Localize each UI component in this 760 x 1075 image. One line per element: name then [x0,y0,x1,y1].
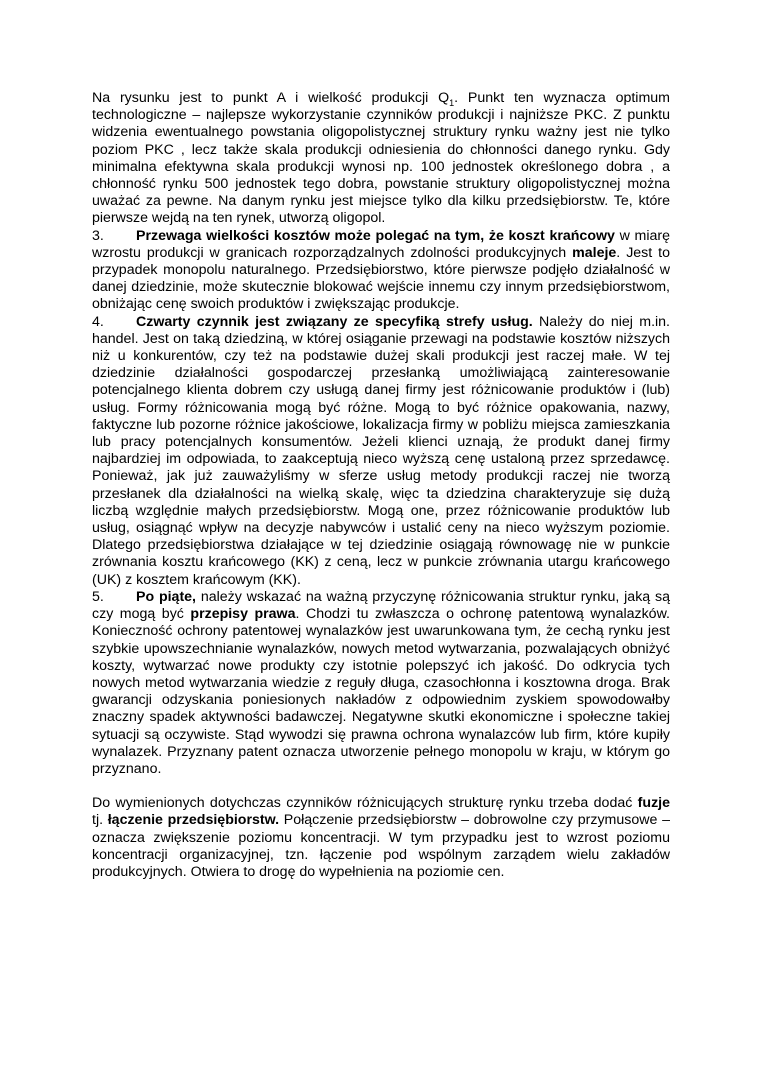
list-number-5: 5. [92,588,104,605]
list-item-3 [92,228,670,314]
list-item-5 [92,589,670,778]
list-number-3: 3. [92,227,104,244]
final-text-2: tj. [92,812,108,829]
final-paragraph [92,795,670,881]
item3-bold-maleje: maleje [572,244,617,261]
final-bold-fuzje: fuzje [637,795,670,812]
item4-bold-heading: Czwarty czynnik jest związany ze specyfiką strefy usług. [136,313,533,330]
list-item-4 [92,314,670,589]
intro-paragraph [92,90,670,228]
item5-text-1: należy wskazać na ważną przyczynę różnicowania struktur rynku, jaką są czy mogą być [92,588,670,623]
document-body [92,90,670,881]
final-text-1: Do wymienionych dotychczas czynników różnicujących strukturę rynku trzeba dodać [92,795,638,812]
item4-text-1: Należy do niej m.in. handel. Jest on taką dziedziną, w której osiąganie przewagi na podstawie kosztów niższych niż u konkurentów, czy też na podstawie dużej skali produkcji jest raczej małe. W tej dziedzinie działalności gospodarczej przesłanką umożliwiającą zainteresowanie potencjalnego klienta dobrem czy usługą danej firmy jest różnicowanie produktów i (lub) usług. Formy różnicowania mogą być różne. Mogą to być różnice opakowania, nazwy, faktyczne lub pozorne różnice jakościowe, lokalizacja firmy w pobliżu miejsca zamieszkania lub pracy potencjalnych konsumentów. Jeżeli klienci uznają, że produkt danej firmy najbardziej im odpowiada, to zaakceptują nieco wyższą cenę ustaloną przez sprzedawcę. Ponieważ, jak już zauważyliśmy w sferze usług metody produkcji raczej nie tworzą przesłanek dla działalności na wielką skalę, więc ta dziedzina charakteryzuje się dużą liczbą względnie małych przedsiębiorstw. Mogą one, przez różnicowanie produktów lub usług, osiągnąć wpływ na decyzje nabywców i ustalić ceny na nieco wyższym poziomie. Dlatego przedsiębiorstwa działające w tej dziedzinie osiągają równowagę nie w punkcie zrównania kosztu krańcowego (KK) z ceną, lecz w punkcie zrównania utargu krańcowego (UK) z kosztem krańcowym (KK). [92,313,671,588]
final-bold-laczenie: łączenie przedsiębiorstw. [107,812,280,829]
item5-bold-przepisy: przepisy prawa [190,606,296,623]
intro-text-a: Na rysunku jest to punkt A i wielkość produkcji Q [92,90,450,106]
item3-text-1: w miarę wzrostu produkcji w granicach rozporządzalnych zdolności produkcyjnych [92,227,670,261]
intro-text-b: . Punkt ten wyznacza optimum technologiczne – najlepsze wykorzystanie czynników produkcji i najniższe PKC. Z punktu widzenia ewentualnego powstania oligopolistycznej struktury rynku ważny jest nie tylko poziom PKC , lecz także skala produkcji odniesienia do chłonności danego rynku. Gdy minimalna efektywna skala produkcji wynosi np. 100 jednostek określonego dobra , a chłonność rynku 500 jednostek tego dobra, powstanie struktury oligopolistycznej można uważać za pewne. Na danym rynku jest miejsce tylko dla kilku przedsiębiorstw. Te, które pierwsze wejdą na ten rynek, utworzą oligopol. [92,90,670,227]
item3-bold-heading: Przewaga wielkości kosztów może polegać na tym, że koszt krańcowy [136,227,615,244]
paragraph-gap [92,778,670,795]
item5-bold-heading: Po piąte, [136,588,196,605]
item3-text-2: . Jest to przypadek monopolu naturalnego. Przedsiębiorstwo, które pierwsze podjęło działalność w danej dziedzinie, może skutecznie blokować wejście innemu czy innym przedsiębiorstwom, obniżając cenę swoich produktów i zwiększając produkcje. [92,244,670,313]
final-text-3: Połączenie przedsiębiorstw – dobrowolne czy przymusowe – oznacza zwiększenie poziomu koncentracji. W tym przypadku jest to wzrost poziomu koncentracji organizacyjnej, tzn. łączenie pod wspólnym zarządem wielu zakładów produkcyjnych. Otwiera to drogę do wypełnienia na poziomie cen. [92,812,670,880]
item5-text-2: . Chodzi tu zwłaszcza o ochronę patentową wynalazków. Konieczność ochrony patentowej wynalazków jest uwarunkowana tym, że cechą rynku jest szybkie upowszechnianie wynalazków, nowych metod wytwarzania, pozwalających obniżyć koszty, wytwarzać nowe produkty czy istotnie polepszyć ich jakość. Do odkrycia tych nowych metod wytwarzania wiedzie z reguły długa, czasochłonna i kosztowna droga. Brak gwarancji odzyskania poniesionych nakładów z odpowiednim zyskiem spowodowałby znaczny spadek aktywności badawczej. Negatywne skutki ekonomiczne i społeczne takiej sytuacji są oczywiste. Stąd wywodzi się prawna ochrona wynalazców lub firm, które kupiły wynalazek. Przyznany patent oznacza utworzenie pełnego monopolu w kraju, w którym go przyznano. [92,606,670,777]
q-subscript: 1 [449,97,455,108]
list-number-4: 4. [92,313,104,330]
